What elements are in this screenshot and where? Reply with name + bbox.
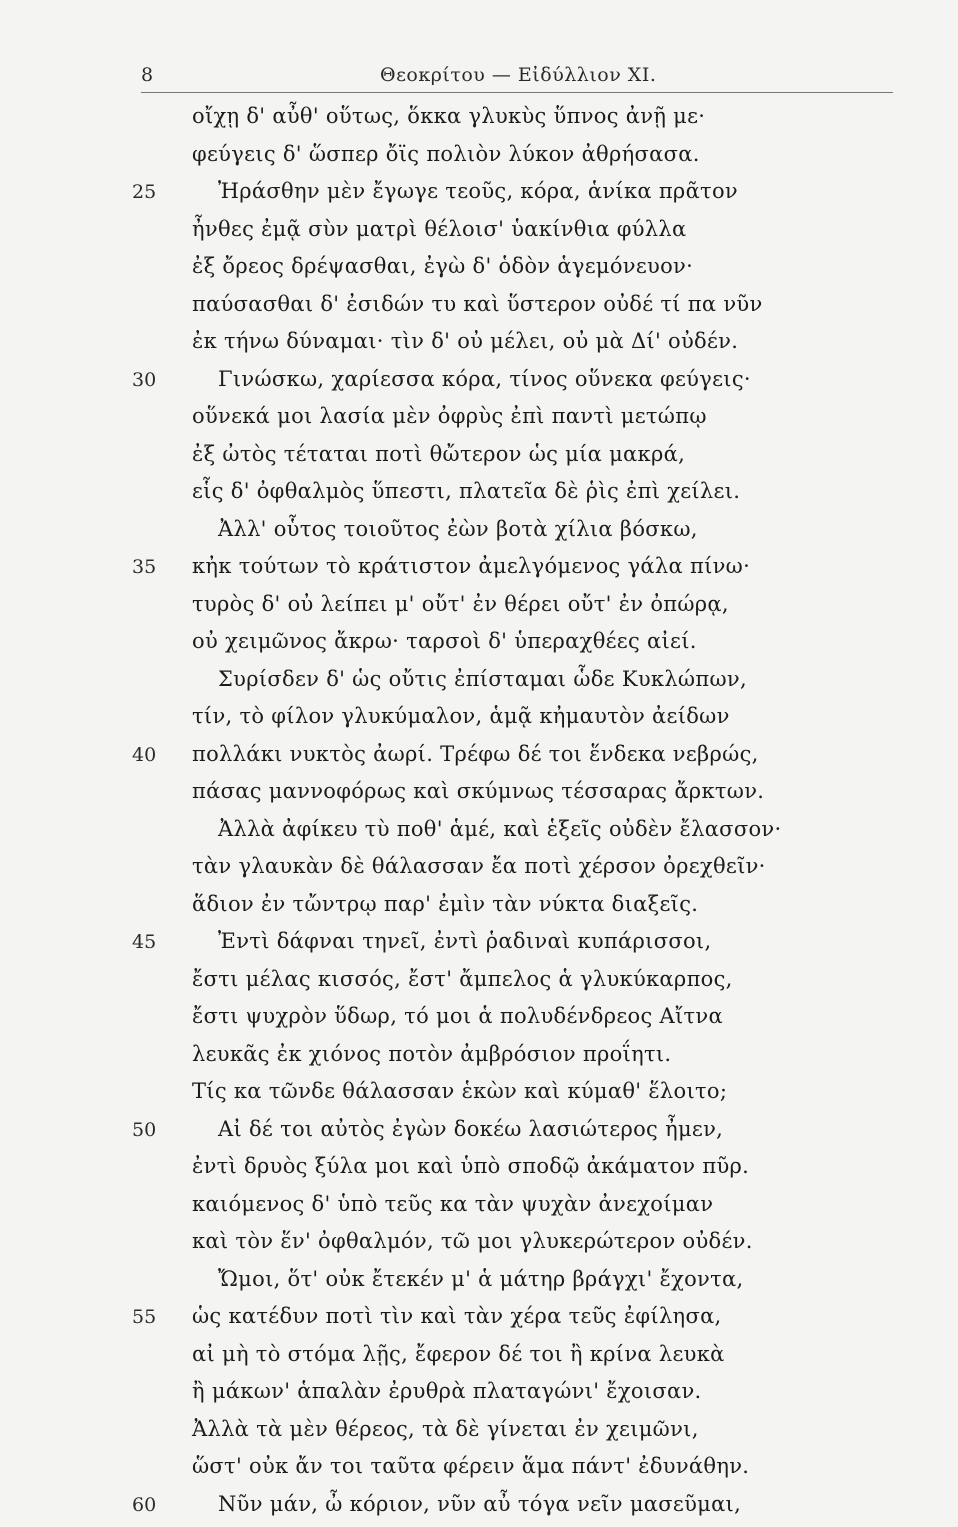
verse-text: πάσας μαννοφόρως καὶ σκύμνως τέσσαρας ἄρκτων. [192, 779, 764, 803]
verse-text: οὐ χειμῶνος ἄκρω· ταρσοὶ δ' ὑπεραχθέες αἰεί. [192, 629, 697, 653]
verse-text: παύσασθαι δ' ἐσιδών τυ καὶ ὕστερον οὐδέ τί πα νῦν [192, 292, 763, 316]
verse-text: ὡς κατέδυν ποτὶ τὶν καὶ τὰν χέρα τεῦς ἐφίλησα, [192, 1304, 722, 1328]
verse-text: ἐξ ὠτὸς τέταται ποτὶ θὤτερον ὡς μία μακρά, [192, 442, 685, 466]
verse-text: ἐκ τήνω δύναμαι· τὶν δ' οὐ μέλει, οὐ μὰ Δί' οὐδέν. [192, 329, 738, 353]
verse-block [0, 102, 958, 1527]
verse-line [0, 552, 958, 590]
page-number: 8 [141, 64, 153, 86]
verse-line [0, 627, 958, 665]
verse-line [0, 1490, 958, 1527]
verse-text: λευκᾶς ἐκ χιόνος ποτὸν ἀμβρόσιον προΐητι. [192, 1042, 671, 1066]
verse-line [0, 702, 958, 740]
line-number: 40 [132, 744, 168, 766]
verse-text: καὶ τὸν ἕν' ὀφθαλμόν, τῶ μοι γλυκερώτερον οὐδέν. [192, 1229, 753, 1253]
verse-line [0, 1452, 958, 1490]
line-number: 35 [132, 556, 168, 578]
verse-text: ἢ μάκων' ἁπαλὰν ἐρυθρὰ πλαταγώνι' ἔχοισαν. [192, 1379, 702, 1403]
running-head: Θεοκρίτου — Εἰδύλλιον XI. [380, 64, 656, 86]
verse-text: Ἠράσθην μὲν ἔγωγε τεοῦς, κόρα, ἁνίκα πρᾶτον [218, 179, 738, 203]
line-number: 60 [132, 1494, 168, 1516]
verse-line [0, 1077, 958, 1115]
verse-line [0, 852, 958, 890]
line-number: 50 [132, 1119, 168, 1141]
verse-text: ἔστι ψυχρὸν ὕδωρ, τό μοι ἁ πολυδένδρεος Αἴτνα [192, 1004, 723, 1028]
line-number: 25 [132, 181, 168, 203]
header-rule [141, 92, 893, 93]
verse-line [0, 1377, 958, 1415]
verse-text: ἅδιον ἐν τὤντρῳ παρ' ἐμὶν τὰν νύκτα διαξεῖς. [192, 892, 698, 916]
verse-text: Συρίσδεν δ' ὡς οὔτις ἐπίσταμαι ὧδε Κυκλώπων, [218, 667, 747, 691]
verse-text: Ὤμοι, ὅτ' οὐκ ἔτεκέν μ' ἁ μάτηρ βράγχι' ἔχοντα, [218, 1267, 743, 1291]
verse-line [0, 1152, 958, 1190]
verse-line [0, 290, 958, 328]
verse-line [0, 740, 958, 778]
verse-text: οὕνεκά μοι λασία μὲν ὀφρὺς ἐπὶ παντὶ μετώπῳ [192, 404, 707, 428]
verse-text: εἷς δ' ὀφθαλμὸς ὕπεστι, πλατεῖα δὲ ῥὶς ἐπὶ χείλει. [192, 479, 740, 503]
verse-text: οἴχῃ δ' αὖθ' οὕτως, ὅκκα γλυκὺς ὕπνος ἀνῇ με· [192, 104, 705, 128]
verse-line [0, 1227, 958, 1265]
verse-line [0, 365, 958, 403]
verse-text: πολλάκι νυκτὸς ἀωρί. Τρέφω δέ τοι ἕνδεκα νεβρώς, [192, 742, 759, 766]
verse-line [0, 1002, 958, 1040]
verse-text: Ἀλλὰ ἀφίκευ τὺ ποθ' ἁμέ, καὶ ἑξεῖς οὐδὲν ἔλασσον· [218, 817, 781, 841]
verse-line [0, 927, 958, 965]
verse-line [0, 327, 958, 365]
verse-text: Ἀλλ' οὗτος τοιοῦτος ἐὼν βοτὰ χίλια βόσκω, [218, 517, 698, 541]
verse-line [0, 1265, 958, 1303]
verse-text: Ἀλλὰ τὰ μὲν θέρεος, τὰ δὲ γίνεται ἐν χειμῶνι, [192, 1417, 699, 1441]
verse-line [0, 1040, 958, 1078]
verse-text: τίν, τὸ φίλον γλυκύμαλον, ἁμᾷ κἠμαυτὸν ἀείδων [192, 704, 730, 728]
verse-line [0, 1415, 958, 1453]
verse-line [0, 440, 958, 478]
verse-line [0, 177, 958, 215]
verse-line [0, 1115, 958, 1153]
line-number: 30 [132, 369, 168, 391]
verse-text: τὰν γλαυκὰν δὲ θάλασσαν ἔα ποτὶ χέρσον ὀρεχθεῖν· [192, 854, 766, 878]
verse-line [0, 1340, 958, 1378]
verse-text: ἐξ ὄρεος δρέψασθαι, ἐγὼ δ' ὁδὸν ἁγεμόνευον· [192, 254, 693, 278]
verse-line [0, 590, 958, 628]
verse-text: ἔστι μέλας κισσός, ἔστ' ἄμπελος ἁ γλυκύκαρπος, [192, 967, 733, 991]
verse-line [0, 140, 958, 178]
verse-text: ὥστ' οὐκ ἄν τοι ταῦτα φέρειν ἅμα πάντ' ἐδυνάθην. [192, 1454, 749, 1478]
verse-line [0, 102, 958, 140]
verse-line [0, 402, 958, 440]
verse-text: κἠκ τούτων τὸ κράτιστον ἀμελγόμενος γάλα πίνω· [192, 554, 750, 578]
verse-line [0, 815, 958, 853]
line-number: 55 [132, 1306, 168, 1328]
verse-text: τυρὸς δ' οὐ λείπει μ' οὔτ' ἐν θέρει οὔτ' ἐν ὀπώρᾳ, [192, 592, 729, 616]
verse-line [0, 515, 958, 553]
verse-line [0, 965, 958, 1003]
verse-text: Αἰ δέ τοι αὐτὸς ἐγὼν δοκέω λασιώτερος ἦμεν, [218, 1117, 723, 1141]
verse-line [0, 665, 958, 703]
verse-text: ἐντὶ δρυὸς ξύλα μοι καὶ ὑπὸ σποδῷ ἀκάματον πῦρ. [192, 1154, 749, 1178]
line-number: 45 [132, 931, 168, 953]
verse-line [0, 777, 958, 815]
verse-line [0, 215, 958, 253]
verse-text: Ἐντὶ δάφναι τηνεῖ, ἐντὶ ῥαδιναὶ κυπάρισσοι, [218, 929, 711, 953]
verse-text: Τίς κα τῶνδε θάλασσαν ἑκὼν καὶ κύμαθ' ἕλοιτο; [192, 1079, 727, 1103]
verse-text: ἦνθες ἐμᾷ σὺν ματρὶ θέλοισ' ὑακίνθια φύλλα [192, 217, 687, 241]
verse-line [0, 1302, 958, 1340]
verse-text: Γινώσκω, χαρίεσσα κόρα, τίνος οὕνεκα φεύγεις· [218, 367, 751, 391]
verse-line [0, 252, 958, 290]
verse-text: αἰ μὴ τὸ στόμα λῇς, ἔφερον δέ τοι ἢ κρίνα λευκὰ [192, 1342, 725, 1366]
verse-text: Νῦν μάν, ὦ κόριον, νῦν αὖ τόγα νεῖν μασεῦμαι, [218, 1492, 741, 1516]
verse-text: φεύγεις δ' ὥσπερ ὄϊς πολιὸν λύκον ἀθρήσασα. [192, 142, 700, 166]
verse-text: καιόμενος δ' ὑπὸ τεῦς κα τὰν ψυχὰν ἀνεχοίμαν [192, 1192, 713, 1216]
verse-line [0, 1190, 958, 1228]
page-header [0, 56, 958, 96]
verse-line [0, 890, 958, 928]
verse-line [0, 477, 958, 515]
